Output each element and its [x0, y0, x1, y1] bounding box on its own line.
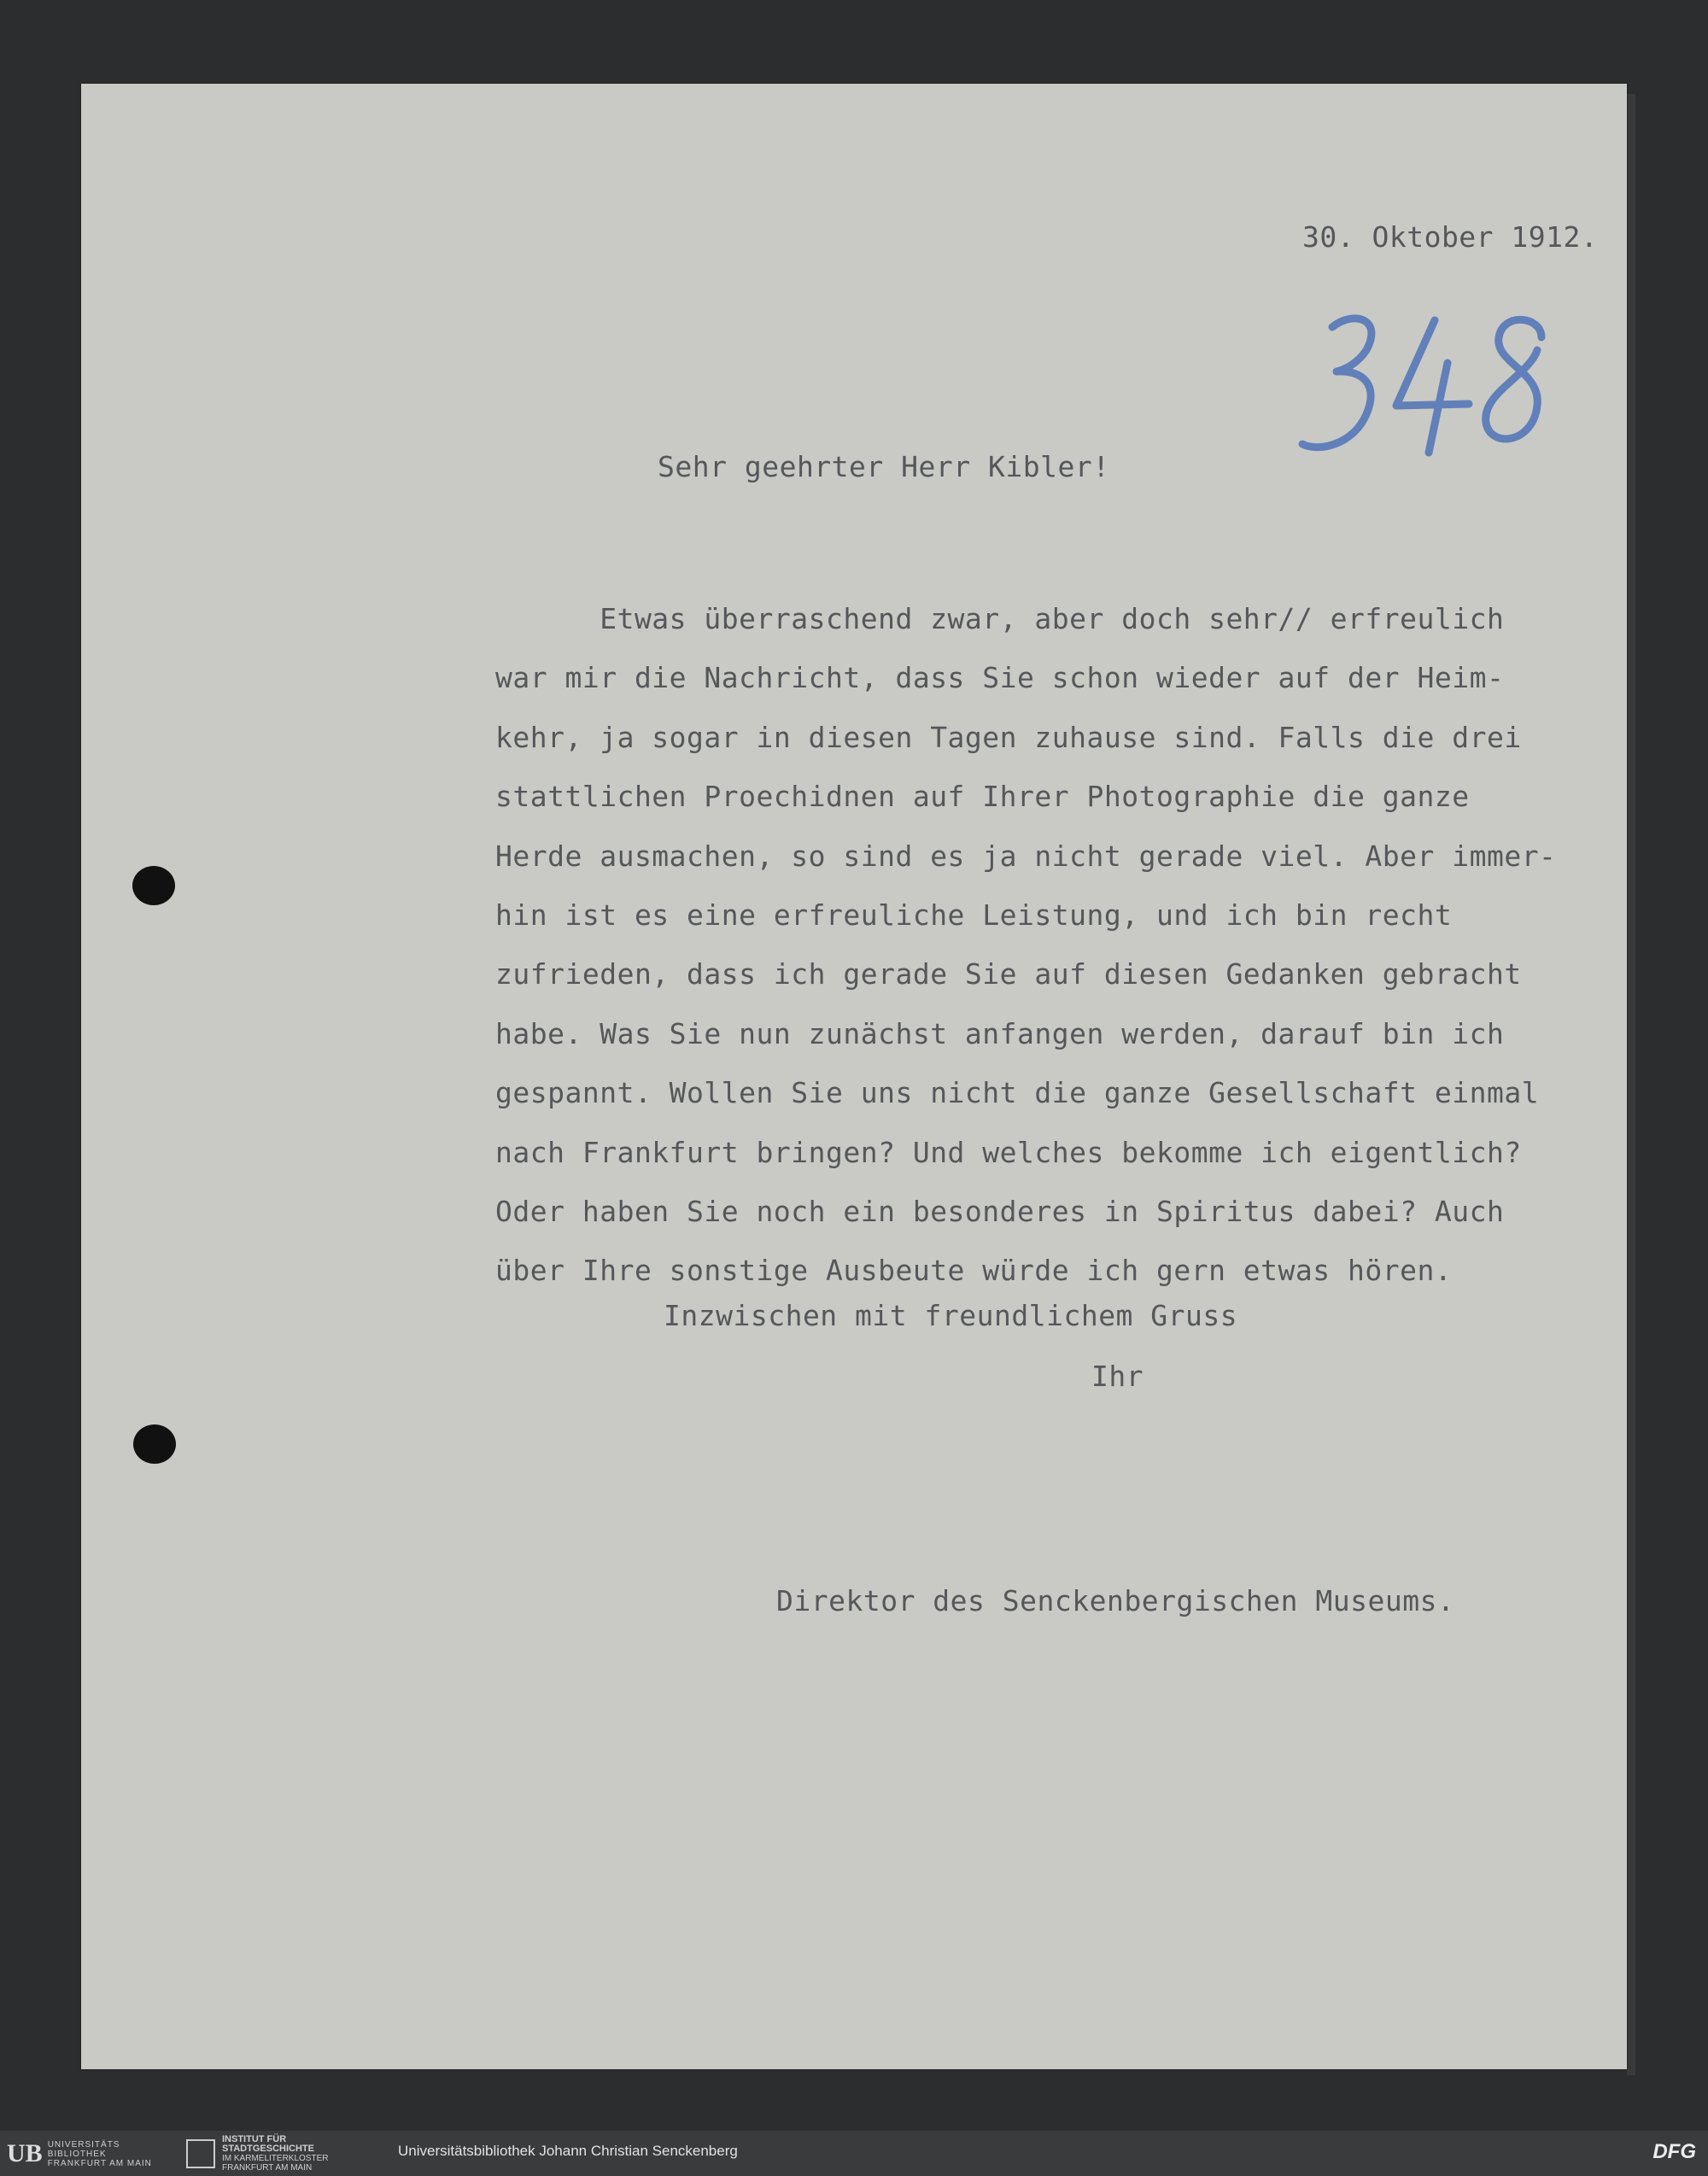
body-line: kehr, ja sogar in diesen Tagen zuhause sind. Falls die drei	[495, 720, 1522, 754]
institute-logo-icon	[186, 2139, 215, 2168]
ub-logo-line: UNIVERSITÄTS	[47, 2139, 120, 2150]
ub-library-logo[interactable]	[7, 2139, 152, 2168]
institute-logo[interactable]	[186, 2134, 329, 2173]
body-line: Oder haben Sie noch ein besonderes in Spiritus dabei? Auch	[495, 1195, 1505, 1229]
institute-logo-line: INSTITUT FÜR	[222, 2134, 287, 2144]
punch-hole	[132, 866, 175, 905]
institute-logo-line: STADTGESCHICHTE	[222, 2144, 314, 2154]
body-line: gespannt. Wollen Sie uns nicht die ganze Gesellschaft einmal	[495, 1076, 1540, 1110]
closing-line: Inzwischen mit freundlichem Gruss	[664, 1299, 1238, 1332]
letter-date: 30. Oktober 1912.	[1302, 220, 1599, 254]
ub-logo-line: FRANKFURT AM MAIN	[47, 2158, 152, 2168]
archive-footer-bar	[0, 2131, 1708, 2176]
body-line: stattlichen Proechidnen auf Ihrer Photographie die ganze	[495, 780, 1470, 814]
institute-logo-text	[222, 2135, 328, 2173]
salutation: Sehr geehrter Herr Kibler!	[658, 450, 1110, 483]
body-line: zufrieden, dass ich gerade Sie auf diesen Gedanken gebracht	[495, 957, 1522, 991]
punch-hole	[133, 1424, 176, 1464]
institute-logo-line: IM KARMELITERKLOSTER	[222, 2154, 329, 2163]
ub-logo-text	[48, 2140, 152, 2168]
body-line: Etwas überraschend zwar, aber doch sehr// erfreulich	[495, 602, 1505, 635]
handwritten-archive-number	[1285, 303, 1567, 465]
ub-logo-line: BIBLIOTHEK	[47, 2149, 107, 2159]
body-line: hin ist es eine erfreuliche Leistung, und ich bin recht	[495, 898, 1453, 933]
signature-title: Direktor des Senckenbergischen Museums.	[776, 1584, 1455, 1617]
body-line: Herde ausmachen, so sind es ja nicht gerade viel. Aber immer-	[495, 839, 1557, 873]
body-line: über Ihre sonstige Ausbeute würde ich gern etwas hören.	[495, 1254, 1453, 1288]
letter-body	[495, 589, 1623, 1301]
ub-logo-mark: UB	[7, 2139, 43, 2167]
body-line: habe. Was Sie nun zunächst anfangen werden, darauf bin ich	[495, 1016, 1505, 1050]
body-line: war mir die Nachricht, dass Sie schon wieder auf der Heim-	[495, 661, 1505, 695]
paper-edge-shadow	[1627, 94, 1635, 2075]
closing-word: Ihr	[1091, 1360, 1144, 1393]
footer-library-name: Universitätsbibliothek Johann Christian Senckenberg	[398, 2143, 738, 2159]
dfg-logo[interactable]: DFG	[1652, 2140, 1696, 2163]
institute-logo-line: FRANKFURT AM MAIN	[222, 2163, 313, 2173]
body-line: nach Frankfurt bringen? Und welches bekomme ich eigentlich?	[495, 1135, 1522, 1169]
